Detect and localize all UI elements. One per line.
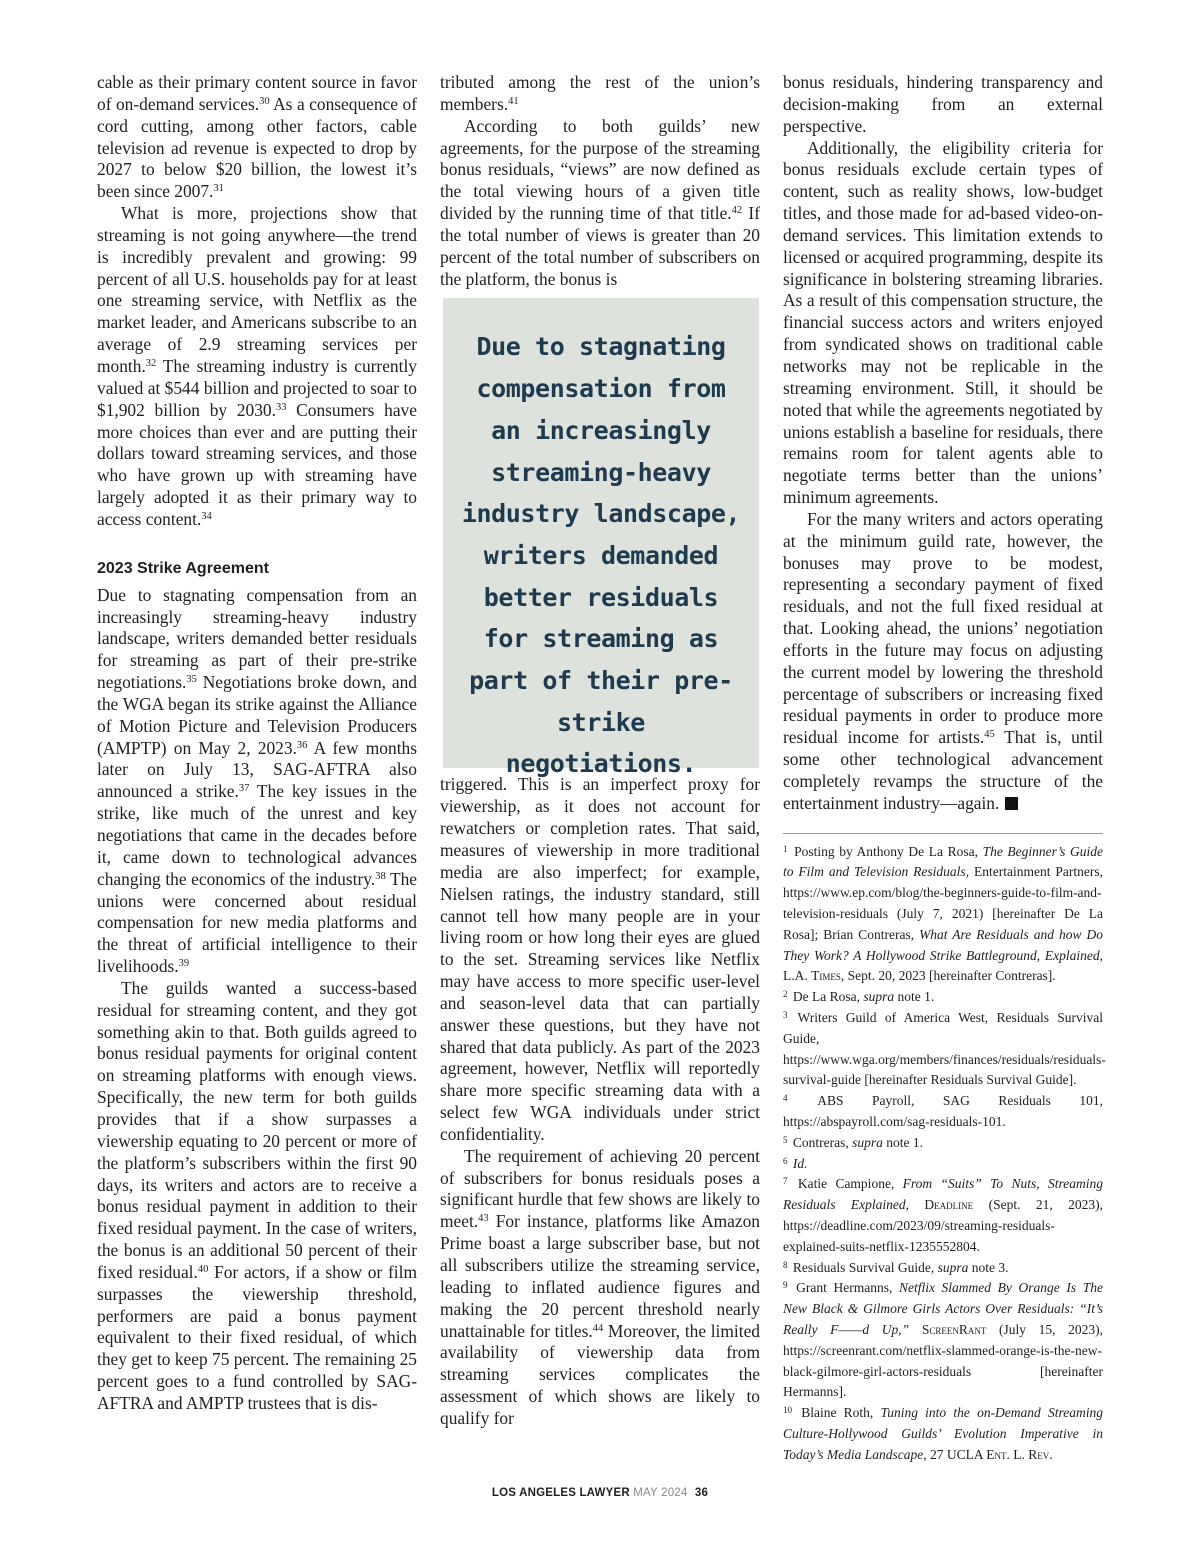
endnote-ref: 37 <box>238 783 250 795</box>
endnote-ref: 33 <box>275 401 287 413</box>
endnotes <box>783 842 1106 1466</box>
endnote: $^6$ Id. <box>783 1155 808 1171</box>
page-number: 36 <box>694 1487 709 1499</box>
paragraph: Additionally, the eligibility criteria for bonus residuals exclude certain types of content, such as reality shows, low-budget titles, and those made for ad-based video-on-demand services. This limitation extends to licensed or acquired programming, despite its significance in bolstering streaming libraries. As a result of this compensation structure, the financial success actors and writers enjoyed from syndicated shows on traditional cable networks may not be replicable in the streaming environment. Still, it should be noted that while the agreements negotiated by unions establish a baseline for residuals, there remains room for talent agents able to negotiate terms better than the unions’ minimum agreements. <box>783 137 1103 508</box>
paragraph: For the many writers and actors operating at the minimum guild rate, however, the bonuses may prove to be modest, representing a secondary payment of fixed residuals, and not the full fixed residual at that. Looking ahead, the unions’ negotiation efforts in the future may focus on adjusting the current model by lowering the threshold percentage of subscribers or increasing fixed residual payments in order to produce more residual income for artists.$^{45}$ That is, until some other technological advancement completely revamps the structure of the entertainment industry—again. <box>783 508 1104 813</box>
endnote-ref: 34 <box>201 510 212 522</box>
endnote-ref: 44 <box>592 1322 604 1334</box>
paragraph: cable as their primary content source in favor of on-demand services.$^{30}$ As a consequence of cord cutting, among other factors, cable television ad revenue is expected to drop by 2027 to below $20 billion, the lowest it’s been since 2007.31 <box>97 72 417 202</box>
endnote-ref: 43 <box>478 1213 489 1225</box>
endnote: $^5$ Contreras, supra note 1. <box>783 1134 923 1150</box>
paragraph: What is more, projections show that streaming is not going anywhere—the trend is incredibly prevalent and growing: 99 percent of all U.S. households pay for at least one streaming service, with Netflix as the market leader, and Americans subscribe to an average of 2.9 streaming services per month.$^{32}$ The streaming industry is currently valued at $544 billion and projected to soar to $1,902 billion by 2030.33 Consumers have more choices than ever and are putting their dollars toward streaming services, and those who have grown up with streaming have largely adopted it as their primary way to access content.$^{34}$ <box>97 203 417 529</box>
pull-quote <box>443 298 759 779</box>
endnote: $^4$ ABS Payroll, SAG Residuals 101, https://abspayroll.com/sag-residuals-101. <box>783 1093 1103 1130</box>
paragraph: The guilds wanted a success-based residual for streaming content, and they got something akin to that. Both guilds agreed to bonus residual payments for original content on streaming platforms with enough views. Specifically, the new term for both guilds provides that if a show surpasses a viewership equating to 20 percent or more of the platform’s subscribers within the first 90 days, its writers and actors are to receive a bonus residual payment in addition to their fixed residual payment. In the case of writers, the bonus is an additional 50 percent of their fixed residual.$^{40}$ For actors, if a show or film surpasses the viewership threshold, performers are paid a bonus payment equivalent to their fixed residual, of which they get to keep 75 percent. The remaining 25 percent goes to a fund controlled by SAG-AFTRA and AMPTP trustees that is dis- <box>97 977 417 1413</box>
endnote-ref: 31 <box>213 183 224 195</box>
endnote-ref: 41 <box>508 95 519 107</box>
endnote: $^2$ De La Rosa, supra note 1. <box>783 989 935 1005</box>
endnote: $^1$ Posting by Anthony De La Rosa, The Beginner’s Guide to Film and Television Residuals, Entertainment Partners, https://www.ep.com/blog/the-beginners-guide-to-film-and-television-residuals (July 7, 2021) [hereinafter De La Rosa]; Brian Contreras, What Are Residuals and how Do They Work? A Hollywood Strike Battleground, Explained, L.A. Times, Sept. 20, 2023 [hereinafter Contreras]. <box>783 843 1103 984</box>
endnote-ref: 39 <box>178 958 190 970</box>
endnote: $^9$ Grant Hermanns, Netflix Slammed By Orange Is The New Black & Gilmore Girls Actors Over Residuals: “It’s Really F——d Up,” ScreenRant (July 15, 2023), https://screenrant.com/netflix-slammed-orange-is-the-new-black-gilmore-girl-actors-residuals [hereinafter Hermanns]. <box>783 1280 1104 1400</box>
magazine-name: LOS ANGELES LAWYER <box>491 1487 630 1499</box>
footnote-divider <box>783 833 1103 834</box>
endnote-ref: 32 <box>145 357 157 369</box>
paragraph: According to both guilds’ new agreements, for the purpose of the streaming bonus residuals, “views” are now defined as the total viewing hours of a given title divided by the running time of that title.$^{42}$ If the total number of views is greater than 20 percent of the total number of subscribers on the platform, the bonus is <box>440 115 760 289</box>
issue-date: MAY 2024 <box>633 1487 688 1499</box>
column-middle <box>440 72 760 1430</box>
pull-quote-text: Due to stagnating compensation from an increasingly streaming-heavy industry landscape, writers demanded better residuals for streaming as part of their pre-strike negotiations. <box>461 332 741 779</box>
endnote-ref: 36 <box>296 739 308 751</box>
paragraph: The requirement of achieving 20 percent of subscribers for bonus residuals poses a significant hurdle that few shows are likely to meet.$^{43}$ For instance, platforms like Amazon Prime boast a large subscriber base, but not all subscribers utilize the streaming service, leading to inflated audience figures and making the 20 percent threshold nearly unattainable for titles.$^{44}$ Moreover, the limited availability of viewership data from streaming services complicates the assessment of which shows are likely to qualify for <box>440 1145 760 1428</box>
endnote-ref: 40 <box>197 1263 209 1275</box>
end-mark-icon <box>1005 797 1018 810</box>
endnote-ref: 38 <box>375 870 386 882</box>
column-left <box>97 72 417 1415</box>
paragraph: tributed among the rest of the union’s members.$^{41}$ <box>440 72 760 114</box>
endnote: $^3$ Writers Guild of America West, Residuals Survival Guide, https://www.wga.org/members/finances/residuals/residuals-survival-guide [hereinafter Residuals Survival Guide]. <box>783 1010 1106 1088</box>
endnote: $^7$ Katie Campione, From “Suits” To Nuts, Streaming Residuals Explained, Deadline (Sept. 21, 2023), https://deadline.com/2023/09/streaming-residuals-explained-suits-netflix-1235552804. <box>783 1176 1104 1254</box>
endnote: $^8$ Residuals Survival Guide, supra note 3. <box>783 1259 1009 1275</box>
paragraph: Due to stagnating compensation from an increasingly streaming-heavy industry landscape, writers demanded better residuals for streaming as part of their pre-strike negotiations.$^{35}$ Negotiations broke down, and the WGA began its strike against the Alliance of Motion Picture and Television Producers (AMPTP) on May 2, 2023.36 A few months later on July 13, SAG-AFTRA also announced a strike.$^{37}$ The key issues in the strike, like much of the unrest and key negotiations that came in the decades before it, came down to technological advances changing the economics of the industry.$^{38}$ The unions were concerned about residual compensation for new media platforms and the threat of artificial intelligence to their livelihoods.$^{39}$ <box>97 584 417 977</box>
endnote: $^{10}$ Blaine Roth, Tuning into the on-Demand Streaming Culture-Hollywood Guilds’ Evolution Imperative in Today’s Media Landscape, 27 UCLA Ent. L. Rev. <box>783 1405 1103 1462</box>
endnote-ref: 30 <box>259 95 270 107</box>
paragraph: triggered. This is an imperfect proxy for viewership, as it does not account for rewatchers or completion rates. That said, measures of viewership in more traditional media are also imperfect; for example, Nielsen ratings, the industry standard, still cannot tell how many people are in your living room or how long their eyes are glued to the set. Streaming services like Netflix may have access to more specific user-level and season-level data that can partially answer these questions, but they have not shared that data publicly. As part of the 2023 agreement, however, Netflix will reportedly share more specific streaming data with a select few WGA individuals under strict confidentiality. <box>440 774 760 1144</box>
endnote-ref: 35 <box>186 674 197 686</box>
column-right <box>783 72 1106 1466</box>
endnote-ref: 45 <box>984 729 995 741</box>
section-heading: 2023 Strike Agreement <box>97 559 269 577</box>
page-footer <box>0 1487 1200 1499</box>
endnote-ref: 42 <box>731 205 743 217</box>
paragraph: bonus residuals, hindering transparency and decision-making from an external perspective. <box>783 72 1103 136</box>
